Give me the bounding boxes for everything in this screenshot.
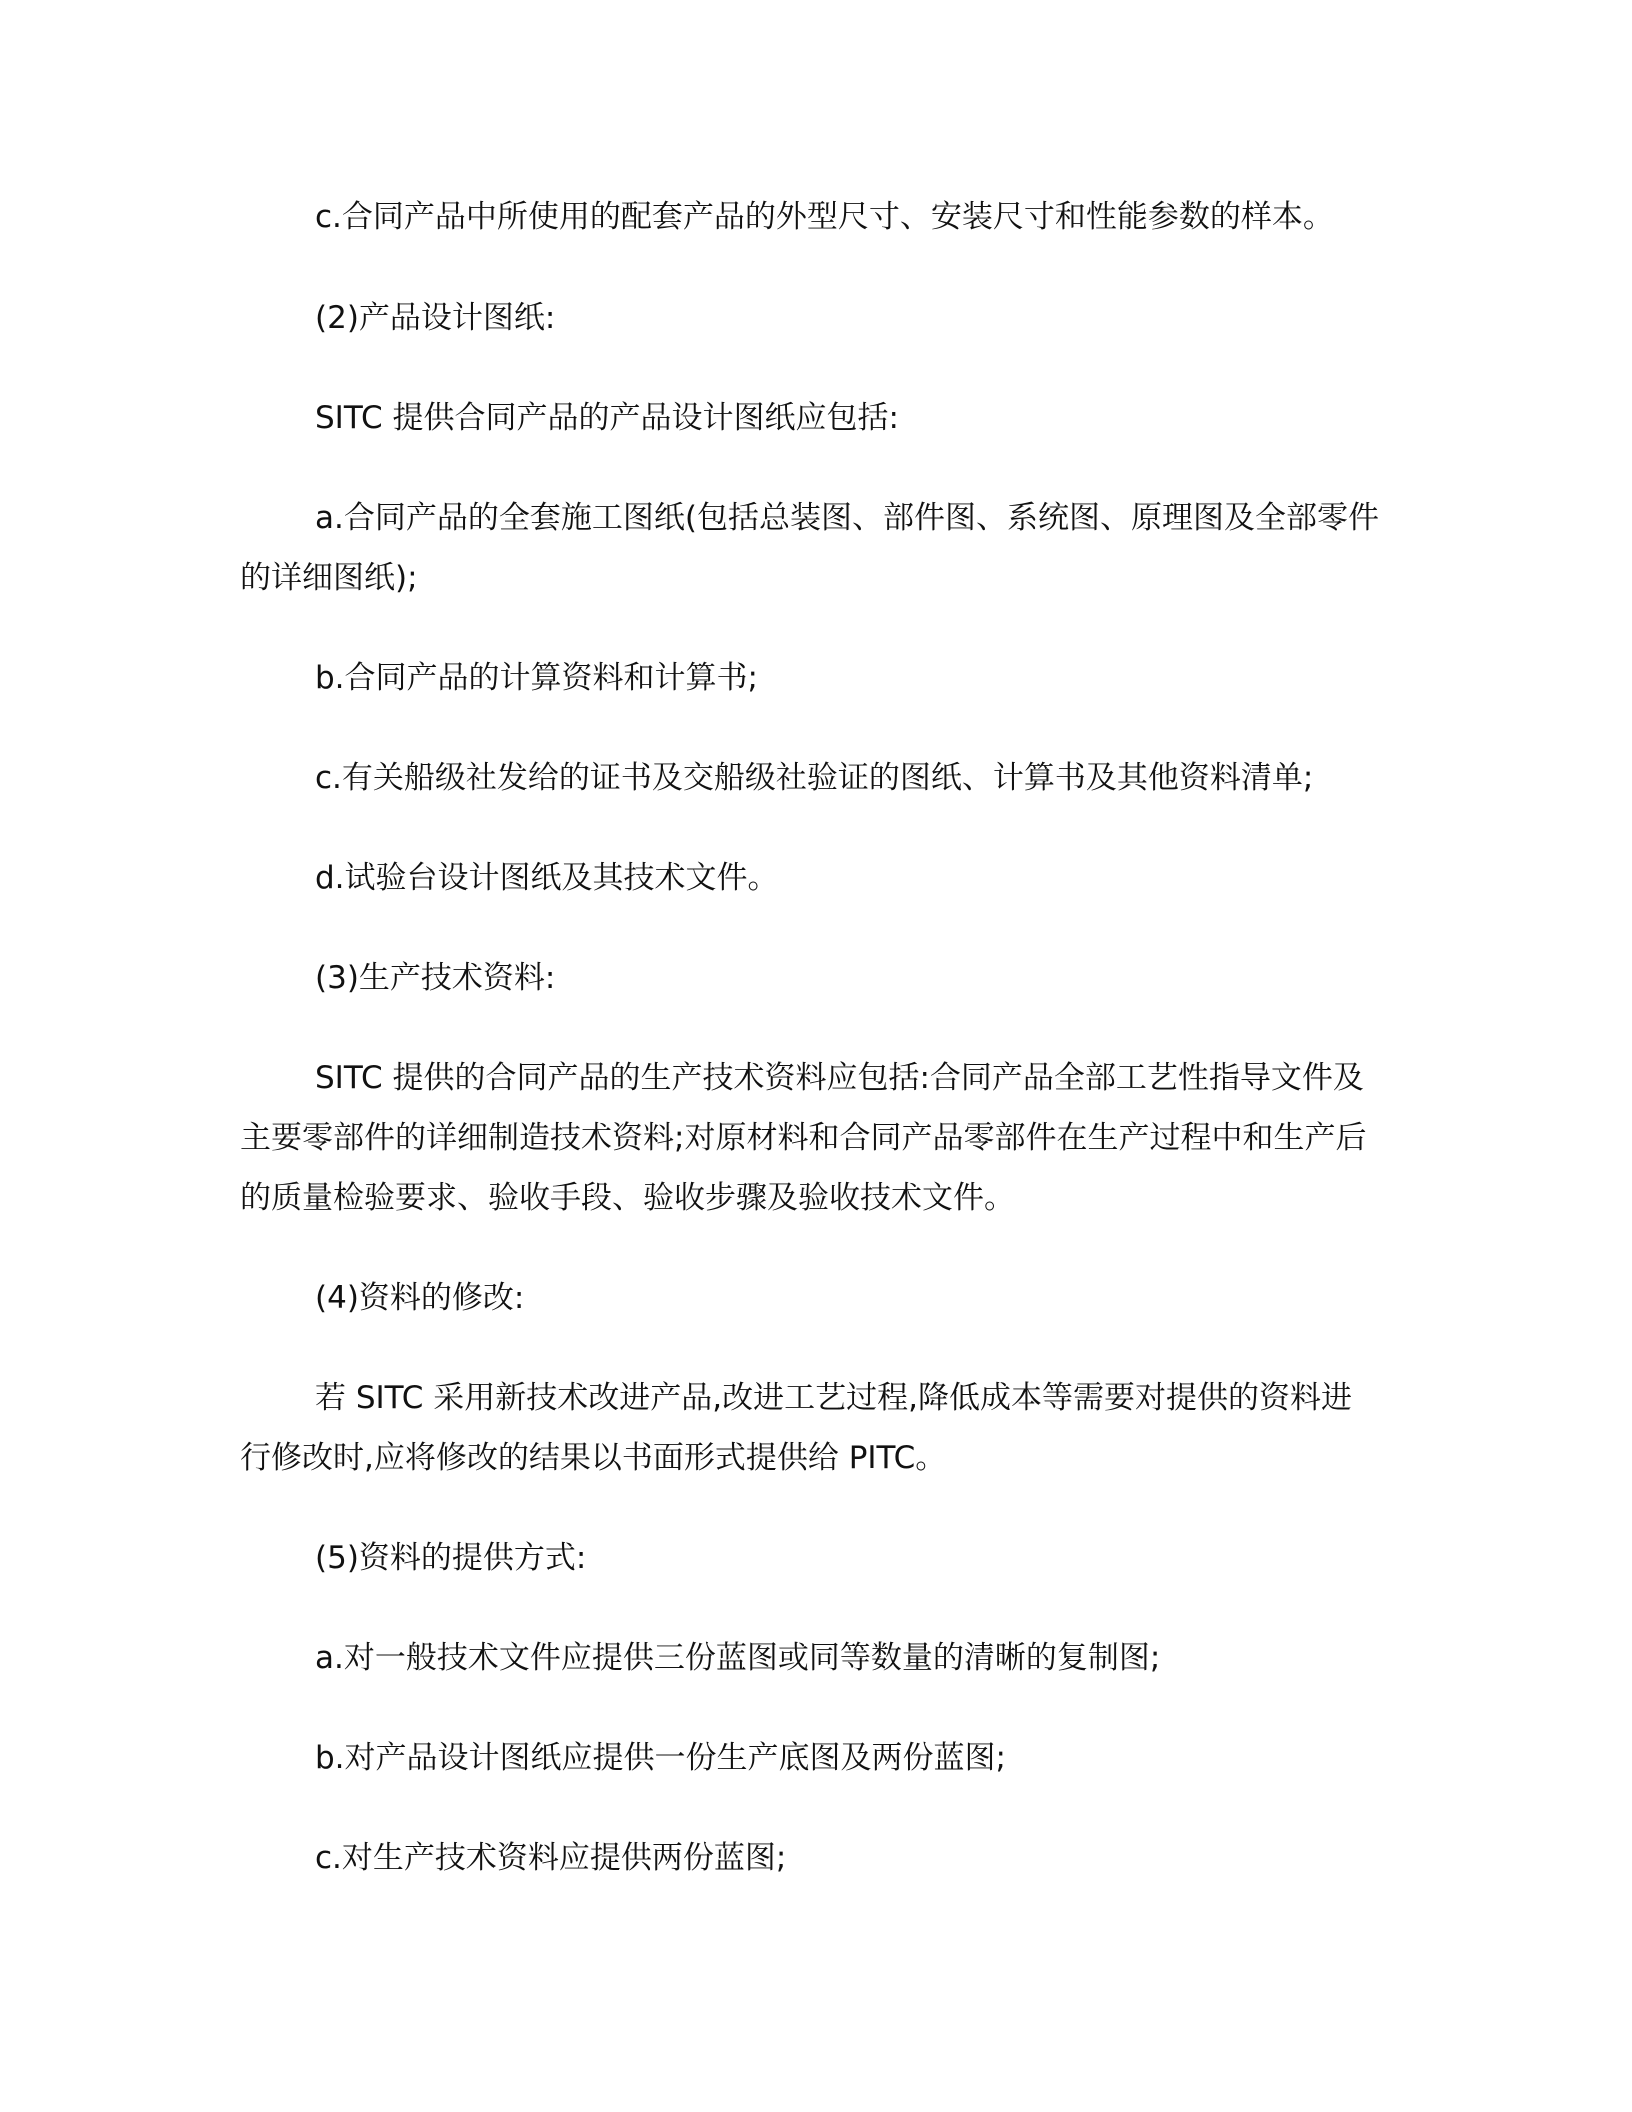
heading-product-design-drawings: (2)产品设计图纸: (315, 300, 556, 336)
paragraph-a-construction-drawings: a.合同产品的全套施工图纸(包括总装图、部件图、系统图、原理图及全部零件的详细图纸); (240, 500, 1379, 596)
heading-data-delivery-method: (5)资料的提供方式: (315, 1540, 587, 1576)
paragraph-d-test-bench: d.试验台设计图纸及其技术文件。 (315, 860, 779, 896)
paragraph-sitc-production-data: SITC 提供的合同产品的生产技术资料应包括:合同产品全部工艺性指导文件及主要零部件的详细制造技术资料;对原材料和合同产品零部件在生产过程中和生产后的质量检验要求、验收手段、验收步骤及验收技术文件。 (240, 1060, 1367, 1216)
heading-data-modification: (4)资料的修改: (315, 1280, 525, 1316)
paragraph-a-general-documents: a.对一般技术文件应提供三份蓝图或同等数量的清晰的复制图; (315, 1640, 1161, 1676)
paragraph-b-calculation-data: b.合同产品的计算资料和计算书; (315, 660, 758, 696)
paragraph-b-design-drawings-copies: b.对产品设计图纸应提供一份生产底图及两份蓝图; (315, 1740, 1006, 1776)
paragraph-c-class-certificates: c.有关船级社发给的证书及交船级社验证的图纸、计算书及其他资料清单; (315, 760, 1314, 796)
heading-production-technical-data: (3)生产技术资料: (315, 960, 556, 996)
paragraph-sitc-design-drawings: SITC 提供合同产品的产品设计图纸应包括: (315, 400, 899, 436)
paragraph-c-matching-products: c.合同产品中所使用的配套产品的外型尺寸、安装尺寸和性能参数的样本。 (315, 199, 1334, 235)
paragraph-c-production-data-copies: c.对生产技术资料应提供两份蓝图; (315, 1840, 787, 1876)
paragraph-sitc-modification: 若 SITC 采用新技术改进产品,改进工艺过程,降低成本等需要对提供的资料进行修改时,应将修改的结果以书面形式提供给 PITC。 (240, 1380, 1352, 1476)
